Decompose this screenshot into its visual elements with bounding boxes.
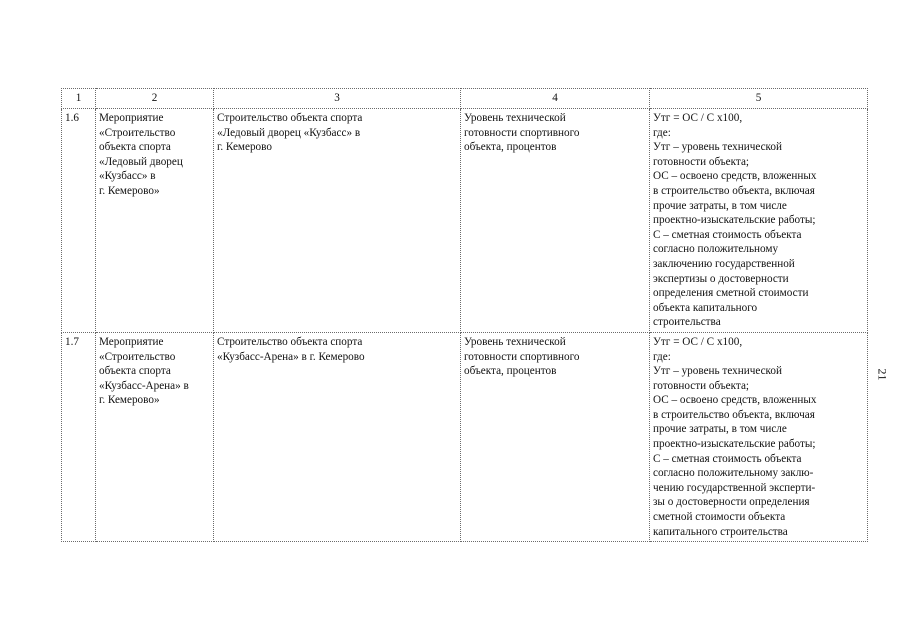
cell-line: С – сметная стоимость объекта (653, 452, 802, 465)
formula-cell (650, 332, 868, 541)
cell-line: г. Кемерово» (99, 394, 160, 407)
cell-line: прочие затраты, в том числе (653, 199, 787, 212)
indicator-table (61, 88, 868, 542)
cell-line: ОС – освоено средств, вложенных (653, 394, 817, 407)
cell-line: объекта спорта (99, 141, 171, 154)
cell-line: где: (653, 126, 671, 139)
cell-line: С – сметная стоимость объекта (653, 228, 802, 241)
cell-line: «Кузбасс» в (99, 170, 156, 183)
cell-line: «Кузбасс-Арена» в (99, 379, 189, 392)
cell-line: проектно-изыскательские работы; (653, 214, 816, 227)
cell-line: «Кузбасс-Арена» в г. Кемерово (217, 350, 365, 363)
cell-line: Утг = ОС / С х100, (653, 335, 743, 348)
cell-line: готовности объекта; (653, 379, 750, 392)
cell-line: «Ледовый дворец (99, 155, 183, 168)
table-header (62, 89, 868, 109)
header-col-2: 2 (96, 89, 214, 109)
cell-line: в строительство объекта, включая (653, 184, 815, 197)
row-number: 1.6 (62, 109, 96, 333)
page-number: 21 (875, 368, 890, 381)
cell-line: «Строительство (99, 126, 176, 139)
cell-line: готовности спортивного (464, 350, 580, 363)
indicator-cell (461, 109, 650, 333)
cell-line: готовности объекта; (653, 155, 750, 168)
cell-line: г. Кемерово (217, 141, 272, 154)
object-cell (214, 109, 461, 333)
header-col-3: 3 (214, 89, 461, 109)
cell-line: Уровень технической (464, 112, 566, 124)
row-number: 1.7 (62, 332, 96, 541)
cell-line: объекта спорта (99, 365, 171, 378)
cell-line: согласно положительному (653, 243, 779, 256)
cell-line: зы о достоверности определения (653, 496, 810, 509)
cell-line: Мероприятие (99, 112, 164, 124)
formula-cell (650, 109, 868, 333)
cell-line: проектно-изыскательские работы; (653, 438, 816, 451)
cell-line: «Строительство (99, 350, 176, 363)
cell-line: объекта, процентов (464, 365, 557, 378)
cell-line: Строительство объекта спорта (217, 335, 363, 348)
cell-line: экспертизы о достоверности (653, 272, 789, 285)
cell-line: Утг – уровень технической (653, 141, 782, 154)
table-row (62, 109, 868, 333)
cell-line: в строительство объекта, включая (653, 408, 815, 421)
cell-line: Строительство объекта спорта (217, 112, 363, 124)
cell-line: чению государственной эксперти- (653, 481, 816, 494)
cell-line: согласно положительному заклю- (653, 467, 814, 480)
cell-line: готовности спортивного (464, 126, 580, 139)
cell-line: объекта, процентов (464, 141, 557, 154)
cell-line: сметной стоимости объекта (653, 511, 786, 524)
indicator-cell (461, 332, 650, 541)
cell-line: Утг = ОС / С х100, (653, 112, 743, 124)
event-cell (96, 109, 214, 333)
cell-line: строительства (653, 316, 721, 329)
cell-line: заключению государственной (653, 257, 795, 270)
cell-line: г. Кемерово» (99, 184, 160, 197)
cell-line: где: (653, 350, 671, 363)
header-col-1: 1 (62, 89, 96, 109)
header-col-5: 5 (650, 89, 868, 109)
cell-line: определения сметной стоимости (653, 287, 809, 300)
cell-line: Мероприятие (99, 335, 164, 348)
cell-line: капитального строительства (653, 525, 788, 538)
cell-line: Уровень технической (464, 335, 566, 348)
cell-line: прочие затраты, в том числе (653, 423, 787, 436)
object-cell (214, 332, 461, 541)
cell-line: объекта капитального (653, 301, 758, 314)
table-row (62, 332, 868, 541)
header-col-4: 4 (461, 89, 650, 109)
cell-line: ОС – освоено средств, вложенных (653, 170, 817, 183)
event-cell (96, 332, 214, 541)
cell-line: «Ледовый дворец «Кузбасс» в (217, 126, 361, 139)
cell-line: Утг – уровень технической (653, 365, 782, 378)
